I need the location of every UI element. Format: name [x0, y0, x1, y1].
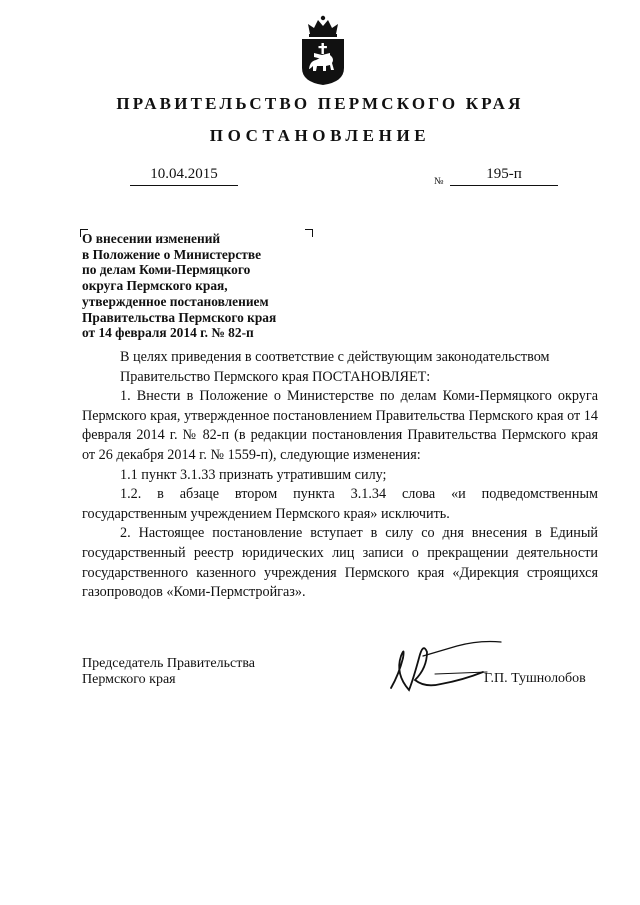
body-paragraph: 1.2. в абзаце втором пункта 3.1.34 слова «и подведомственным государственным учреждением Пермского края» исключить. — [82, 486, 598, 522]
signer-name: Г.П. Тушнолобов — [484, 671, 586, 686]
body-paragraph: Правительство Пермского края ПОСТАНОВЛЯЕТ: — [120, 368, 431, 385]
document-body — [82, 348, 598, 603]
document-subject: О внесении изменений в Положение о Министерстве по делам Коми-Пермяцкого округа Пермского края, утвержденное постановлением Правительства Пермского края от 14 февраля 2014 г. № 82-п — [82, 231, 277, 341]
coat-of-arms-icon — [297, 14, 349, 86]
organization-title: ПРАВИТЕЛЬСТВО ПЕРМСКОГО КРАЯ — [116, 94, 524, 113]
handwritten-signature — [383, 628, 513, 700]
body-paragraph: В целях приведения в соответствие с действующим законодательством — [120, 349, 550, 365]
body-paragraph: 1.1 пункт 3.1.33 признать утратившим силу; — [120, 466, 387, 483]
document-date: 10.04.2015 — [130, 163, 238, 186]
body-paragraph: 1. Внести в Положение о Министерстве по делам Коми-Пермяцкого округа Пермского края, утвержденное постановлением Правительства Пермского края от 14 февраля 2014 г. № 82-п (в редакции постановления Правительства Пермского края от 26 декабря 2014 г. № 1559-п), следующие изменения: — [82, 388, 598, 463]
document-number: 195-п — [450, 163, 558, 186]
body-paragraph: 2. Настоящее постановление вступает в силу со дня внесения в Единый государственный реестр юридических лиц записи о прекращении деятельности государственного казенного учреждения Пермского края «Дирекция строящихся газопроводов «Коми-Пермстройгаз». — [82, 525, 598, 601]
number-sign: № — [434, 176, 444, 187]
document-type: ПОСТАНОВЛЕНИЕ — [209, 126, 431, 145]
signer-position: Председатель Правительства Пермского края — [82, 656, 255, 687]
